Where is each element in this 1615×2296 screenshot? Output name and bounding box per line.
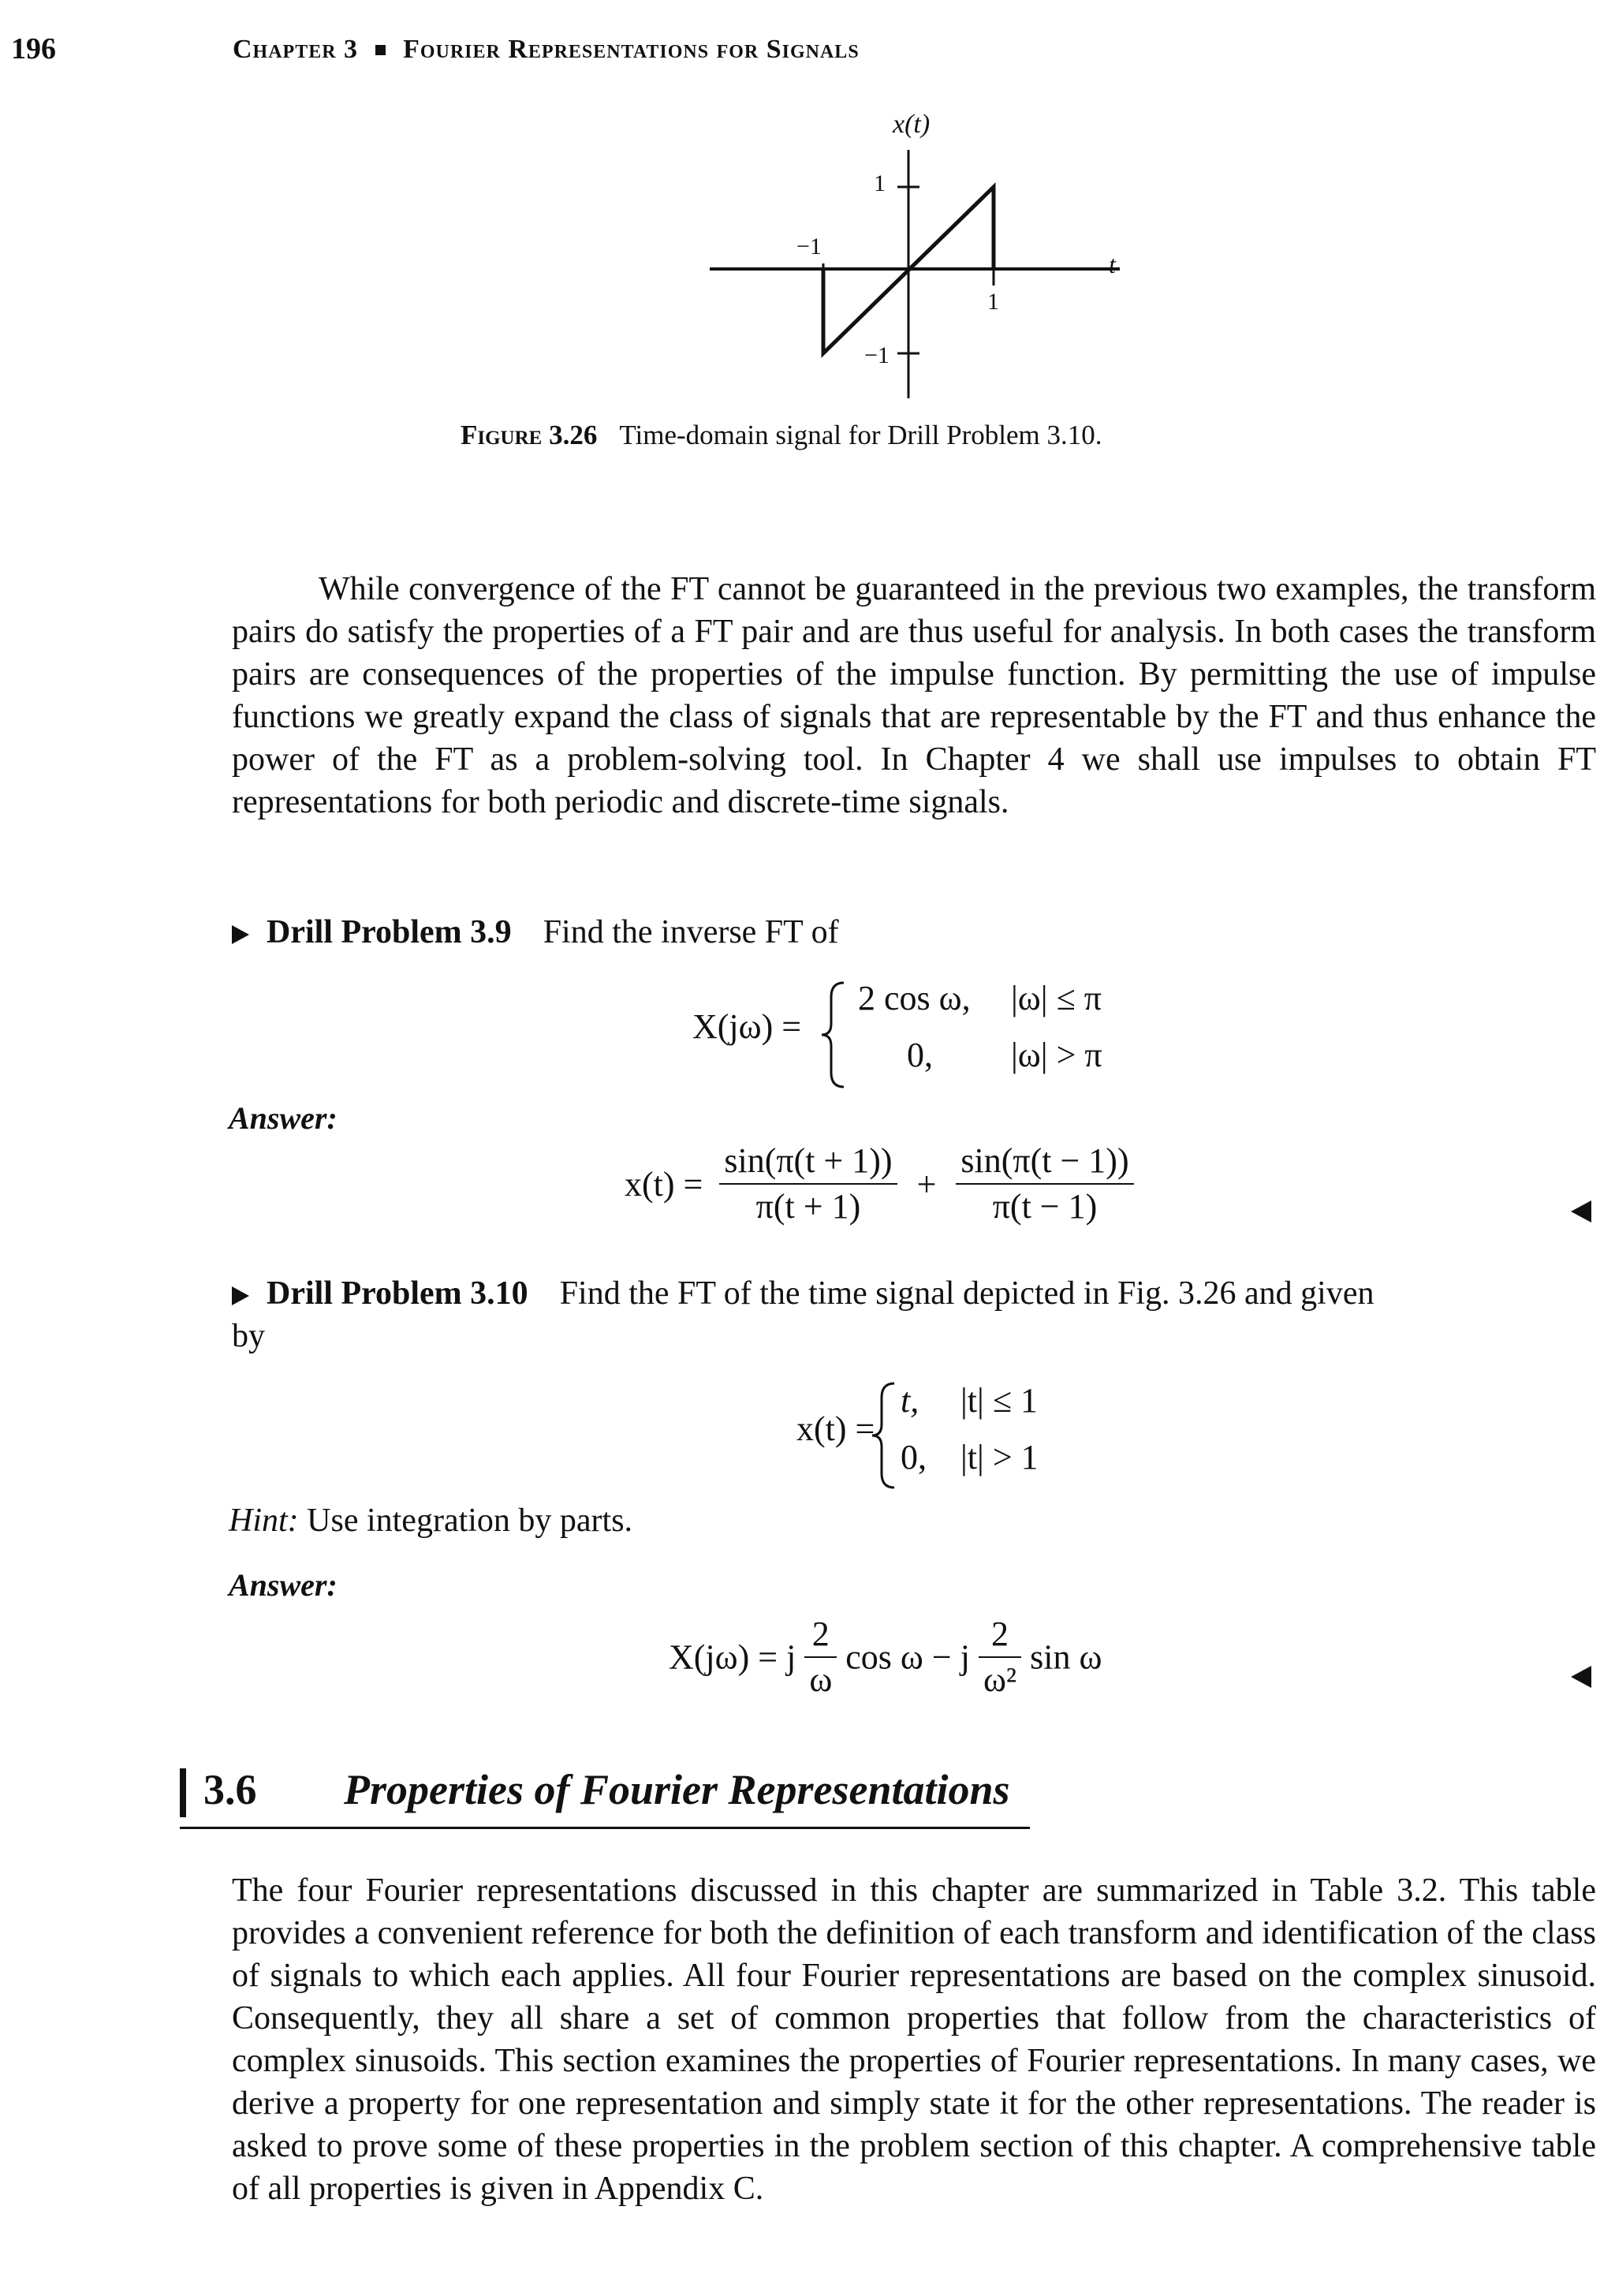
drill-3-9-answer-equation	[625, 1139, 1134, 1229]
pointer-arrow-icon	[232, 1286, 249, 1305]
drill-3-10-hint	[229, 1502, 632, 1540]
figure-caption	[461, 420, 1102, 451]
left-brace-icon	[819, 980, 850, 1090]
y-axis-label: x(t)	[893, 110, 931, 139]
answer-fraction-1: $\frac{2}{\omega}$	[804, 1612, 837, 1702]
hint-text: Use integration by parts.	[307, 1503, 633, 1539]
tick-label-x-pos: 1	[987, 289, 999, 315]
drill-3-10-text: Find the FT of the time signal depicted in Fig. 3.26 and given	[559, 1275, 1374, 1312]
drill-3-10-case2-value: 0,	[901, 1438, 927, 1477]
header-separator	[375, 45, 386, 55]
tick-label-y-pos: 1	[874, 170, 886, 196]
hint-label: Hint:	[229, 1503, 299, 1539]
answer-fraction-1: $\frac{\sin(\pi(t + 1))}{\pi(t + 1)}$	[719, 1139, 897, 1229]
answer-plus: +	[916, 1164, 937, 1204]
drill-3-9-answer-label: Answer:	[229, 1100, 338, 1136]
drill-problem-3-10-heading	[232, 1275, 1374, 1312]
drill-3-9-case2-value: 0,	[907, 1036, 933, 1074]
answer-lhs: X(jω) = j	[669, 1637, 796, 1677]
tick-label-x-neg: −1	[796, 233, 822, 259]
drill-3-9-case1-condition: |ω| ≤ π	[1011, 979, 1102, 1017]
paragraph-2-text: The four Fourier representations discussed in this chapter are summarized in Table 3.2. This table provides a convenient reference for both the definition of each transform and identification of the class of signals to which each applies. All four Fourier representations are based on the complex sinusoid. Consequently, they all share a set of common properties that follow from the characteristics of complex sinusoids. This section examines the properties of Fourier representations. In many cases, we derive a property for one representation and simply state it for the other representations. The reader is asked to prove some of these properties in the problem section of this chapter. A comprehensive table of all properties is given in Appendix C.	[232, 1872, 1596, 2207]
drill-3-10-answer-label: Answer:	[229, 1567, 338, 1603]
drill-3-10-text-continued: by	[232, 1318, 265, 1354]
figure-caption-text: Time-domain signal for Drill Problem 3.10.	[619, 420, 1102, 450]
drill-3-9-case2-condition: |ω| > π	[1011, 1036, 1102, 1074]
drill-3-10-eq-lhs: x(t) =	[796, 1409, 875, 1448]
end-of-problem-marker-icon	[1571, 1666, 1591, 1688]
section-number: 3.6	[203, 1766, 257, 1813]
drill-3-9-eq-lhs: X(jω) =	[692, 1007, 802, 1046]
body-paragraph-2	[232, 1869, 1596, 2210]
section-heading	[180, 1765, 1047, 1836]
drill-3-9-text: Find the inverse FT of	[543, 914, 839, 950]
drill-3-9-case1-value: 2 cos ω,	[858, 979, 971, 1017]
figure-caption-label: Figure 3.26	[461, 420, 598, 450]
drill-3-9-label: Drill Problem 3.9	[267, 914, 512, 950]
answer-fraction-2: $\frac{2}{\text{ω²}}$	[979, 1612, 1021, 1702]
figure-3-26	[694, 103, 1136, 402]
body-paragraph-1	[232, 568, 1596, 823]
section-bar	[180, 1768, 186, 1817]
answer-end: sin ω	[1030, 1637, 1102, 1677]
answer-middle: cos ω − j	[845, 1637, 970, 1677]
drill-3-10-label: Drill Problem 3.10	[267, 1275, 528, 1312]
page-number: 196	[11, 32, 56, 65]
section-title: Properties of Fourier Representations	[344, 1766, 1010, 1813]
section-rule	[180, 1827, 1030, 1829]
end-of-problem-marker-icon	[1571, 1200, 1591, 1223]
drill-3-10-answer-equation	[669, 1612, 1102, 1702]
chapter-label: Chapter 3	[233, 35, 359, 64]
chapter-title: Fourier Representations for Signals	[403, 35, 860, 64]
drill-3-10-case2-condition: |t| > 1	[960, 1438, 1039, 1477]
paragraph-1-text: While convergence of the FT cannot be guaranteed in the previous two examples, the transform pairs do satisfy the properties of a FT pair and are thus useful for analysis. In both cases the transform pairs are consequences of the properties of the impulse function. By permitting the use of impulse functions we greatly expand the class of signals that are representable by the FT and thus enhance the power of the FT as a problem-solving tool. In Chapter 4 we shall use impulses to obtain FT representations for both periodic and discrete-time signals.	[232, 571, 1596, 820]
answer-lhs: x(t) =	[625, 1164, 703, 1204]
pointer-arrow-icon	[232, 925, 249, 944]
drill-3-10-case1-value: t,	[901, 1381, 919, 1420]
drill-3-10-case1-condition: |t| ≤ 1	[960, 1381, 1038, 1420]
left-brace-icon	[869, 1380, 901, 1491]
answer-fraction-2: $\frac{\sin(\pi(t - 1))}{\pi(t - 1)}$	[956, 1139, 1133, 1229]
drill-problem-3-9-heading	[232, 913, 839, 951]
x-axis-label: t	[1109, 250, 1116, 278]
tick-label-y-neg: −1	[864, 342, 890, 368]
running-header	[233, 35, 860, 65]
